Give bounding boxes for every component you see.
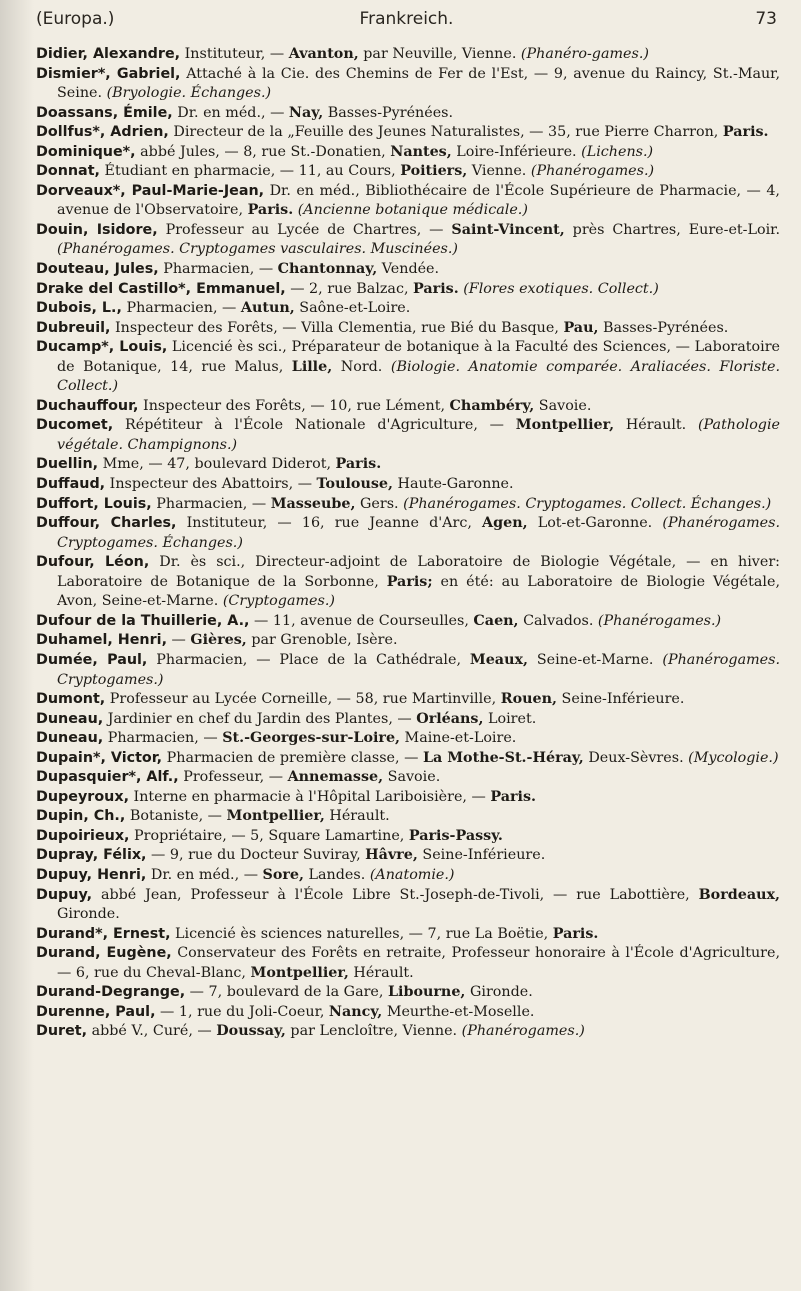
directory-entry [36, 866, 780, 886]
entry-place: Paris. [552, 925, 599, 942]
directory-entry [36, 260, 780, 280]
entry-place: Toulouse, [316, 476, 393, 493]
entry-tags: (Cryptogames.) [222, 593, 335, 610]
header-country: Frankreich. [359, 9, 454, 29]
directory-entry [36, 280, 780, 300]
entry-text: — 7, boulevard de la Gare, [185, 984, 388, 1001]
entry-name: Douteau, Jules, [36, 261, 159, 278]
entry-tags: (Biologie. Anatomie comparée. Araliacées. Floriste. Collect.) [57, 358, 780, 395]
directory-entry [36, 749, 780, 769]
directory-entry [36, 612, 780, 632]
entry-name: Dupuy, [36, 886, 93, 903]
directory-entry [36, 221, 780, 260]
entry-name: Didier, Alexandre, [36, 46, 181, 62]
entry-name: Duffort, Louis, [36, 495, 152, 512]
entry-text: — 9, rue du Docteur Suviray, [146, 847, 366, 864]
entry-name: Durand, Eugène, [36, 945, 172, 962]
entry-text-after: Seine-Inférieure. [417, 847, 546, 864]
entry-place: Paris. [247, 202, 294, 219]
entry-name: Durand-Degrange, [36, 984, 186, 1001]
entry-place: Masseube, [270, 495, 356, 512]
entry-place: Nantes, [390, 143, 452, 160]
entry-text-after: Hérault. [324, 808, 390, 825]
directory-entry [36, 827, 780, 847]
entry-name: Dominique*, [36, 143, 136, 160]
entry-place: Gières, [190, 632, 247, 649]
entry-place: St.-Georges-sur-Loire, [222, 730, 401, 747]
entry-name: Dupuy, Henri, [36, 866, 147, 883]
entry-tags: (Phanérogames. Cryptogames. Collect. Échanges.) [403, 495, 772, 512]
entry-text-after: Savoie. [534, 397, 592, 414]
entry-name: Duneau, [36, 730, 104, 747]
entry-text: Attaché à la Cie. des Chemins de Fer de l'Est, — 9, avenue du Raincy, St.-Maur, Seine. [57, 65, 780, 102]
directory-entry [36, 788, 780, 808]
entry-text-after: Calvados. [518, 612, 594, 629]
entry-text: Pharmacien, — [121, 300, 241, 317]
entry-text-after: Basses-Pyrénées. [323, 104, 454, 121]
directory-entry [36, 846, 780, 866]
entry-text-after: Haute-Garonne. [392, 476, 514, 493]
directory-entry [36, 299, 780, 319]
entry-text-after: Seine-et-Marne. [527, 651, 654, 668]
entry-name: Durenne, Paul, [36, 1003, 156, 1020]
directory-entry [36, 514, 780, 553]
directory-entry [36, 495, 780, 515]
entry-text: Jardinier en chef du Jardin des Plantes, — [103, 710, 417, 727]
entry-text: Instituteur, — [180, 46, 289, 62]
entry-text: Directeur de la „Feuille des Jeunes Naturalistes, — 35, rue Pierre Charron, [168, 124, 723, 141]
entry-place: Rouen, [500, 691, 558, 708]
entry-name: Dufour de la Thuillerie, A., [36, 612, 250, 629]
directory-entry [36, 1022, 780, 1042]
entry-text-after: Hérault. [614, 417, 687, 434]
directory-entry [36, 123, 780, 143]
entry-tags: (Lichens.) [581, 143, 654, 160]
entry-text-after: Gers. [355, 495, 399, 512]
entry-name: Duellin, [36, 456, 99, 473]
entry-place: Montpellier, [250, 964, 349, 981]
entry-tags: (Flores exotiques. Collect.) [463, 280, 659, 297]
entry-place: Sore, [262, 866, 304, 883]
entry-name: Dupain*, Victor, [36, 749, 163, 766]
entry-text-after: Gironde. [465, 984, 533, 1001]
entry-place: Lille, [291, 358, 333, 375]
entry-text-after: Hérault. [348, 964, 414, 981]
entry-place: Montpellier, [515, 417, 615, 434]
entry-tags: (Phanérogames.) [461, 1023, 585, 1040]
directory-entry [36, 45, 780, 65]
directory-entry [36, 983, 780, 1003]
entry-text-after: Maine-et-Loire. [400, 730, 517, 747]
entry-text: Licencié ès sciences naturelles, — 7, rue La Boëtie, [170, 925, 553, 942]
entry-text: abbé Jean, Professeur à l'École Libre St.-Joseph-de-Tivoli, — rue Labottière, [92, 886, 699, 903]
entry-name: Douin, Isidore, [36, 221, 158, 238]
entry-place: Libourne, [387, 984, 466, 1001]
entry-place: Paris; [386, 573, 433, 590]
entry-place: Paris. [413, 280, 459, 297]
page-number: 73 [755, 9, 777, 29]
entry-text-after: par Neuville, Vienne. [358, 46, 517, 62]
entry-tags: (Phanérogames. Cryptogames. Échanges.) [57, 515, 780, 551]
entry-tags: (Ancienne botanique médicale.) [297, 202, 528, 219]
entry-text: Pharmacien de première classe, — [162, 749, 423, 766]
entry-text: — [167, 632, 191, 649]
entry-text-after: près Chartres, Eure-et-Loir. [564, 221, 780, 238]
entry-tags: (Phanérogames. Cryptogames.) [57, 651, 780, 688]
entry-place: Hâvre, [365, 847, 418, 864]
entry-text: Professeur, — [178, 769, 288, 786]
entry-place: Annemasse, [287, 769, 384, 786]
entry-place: Montpellier, [226, 808, 325, 825]
entry-place: Caen, [473, 612, 519, 629]
entry-name: Duhamel, Henri, [36, 632, 167, 649]
directory-entry [36, 631, 780, 651]
entry-text: — 2, rue Balzac, [285, 280, 414, 297]
entry-text: abbé V., Curé, — [87, 1023, 217, 1040]
entry-name: Dupoirieux, [36, 827, 130, 844]
entry-text-after: Meurthe-et-Moselle. [382, 1003, 535, 1020]
entry-place: Saint-Vincent, [451, 221, 565, 238]
entry-name: Ducamp*, Louis, [36, 339, 168, 356]
running-header [36, 9, 777, 35]
entry-text: Étudiant en pharmacie, — 11, au Cours, [99, 163, 401, 180]
entry-text: Dr. en méd., Bibliothécaire de l'École Supérieure de Pharmacie, — 4, avenue de l'Observatoire, [57, 182, 780, 219]
directory-entry [36, 944, 780, 983]
entry-tags: (Anatomie.) [369, 866, 455, 883]
entry-text: Dr. ès sci., Directeur-adjoint de Laboratoire de Biologie Végétale, — en hiver: Laboratoire de Botanique de la Sorbonne, [57, 554, 780, 590]
directory-entry [36, 182, 780, 221]
entry-place: Orléans, [416, 710, 484, 727]
directory-entry [36, 553, 780, 612]
entry-tags: (Phanérogames.) [530, 163, 655, 180]
entry-place: Meaux, [469, 651, 528, 668]
directory-entry [36, 416, 780, 455]
entry-place: Chambéry, [449, 397, 535, 414]
entry-text-after: Loiret. [483, 710, 537, 727]
directory-entry [36, 651, 780, 690]
entry-text: Propriétaire, — 5, Square Lamartine, [129, 827, 409, 844]
directory-entry [36, 690, 780, 710]
entry-name: Duffour, Charles, [36, 515, 177, 532]
entry-text: Professeur au Lycée de Chartres, — [157, 221, 452, 238]
directory-entry [36, 710, 780, 730]
entry-place: La Mothe-St.-Héray, [422, 749, 584, 766]
entry-text-after: Basses-Pyrénées. [598, 319, 729, 336]
entry-name: Dupasquier*, Alf., [36, 769, 179, 786]
entry-text-after: Savoie. [383, 769, 441, 786]
directory-entry [36, 397, 780, 417]
entry-name: Dumont, [36, 691, 106, 708]
entry-text: Botaniste, — [125, 808, 227, 825]
entry-tags: (Pathologie végétale. Champignons.) [57, 417, 780, 453]
directory-entry [36, 768, 780, 788]
directory-entry [36, 65, 780, 104]
directory-entry [36, 475, 780, 495]
entry-text: Professeur au Lycée Corneille, — 58, rue Martinville, [105, 691, 501, 708]
entry-name: Duret, [36, 1023, 88, 1040]
directory-entry [36, 338, 780, 397]
entry-name: Dupray, Félix, [36, 847, 147, 864]
entry-text: Conservateur des Forêts en retraite, Professeur honoraire à l'École d'Agriculture, — 6, rue du Cheval-Blanc, [57, 945, 780, 981]
entry-place: Poitiers, [400, 163, 468, 180]
entry-name: Dismier*, Gabriel, [36, 65, 181, 82]
entry-text: Mme, — 47, boulevard Diderot, [98, 456, 336, 473]
entry-text-after: Lot-et-Garonne. [527, 515, 653, 532]
entry-text-after: Vendée. [377, 261, 440, 278]
entry-place: Paris-Passy. [408, 827, 503, 844]
directory-entry [36, 143, 780, 163]
entry-place: Avanton, [288, 46, 359, 62]
entry-place: Paris. [490, 788, 536, 805]
header-region: (Europa.) [36, 9, 115, 29]
entry-text: Dr. en méd., — [146, 866, 263, 883]
entry-text-after: Landes. [304, 866, 366, 883]
entry-text: Pharmacien, — [158, 261, 278, 278]
entry-text-after: Gironde. [57, 906, 120, 923]
entry-name: Dorveaux*, Paul-Marie-Jean, [36, 182, 265, 199]
entry-place: Nay, [288, 104, 324, 121]
entry-text-after: Saône-et-Loire. [294, 300, 411, 317]
entry-place: Doussay, [216, 1023, 286, 1040]
entry-name: Ducomet, [36, 417, 114, 434]
directory-entry [36, 925, 780, 945]
entry-name: Duchauffour, [36, 397, 139, 414]
entry-name: Dubois, L., [36, 300, 122, 317]
entry-name: Dubreuil, [36, 319, 111, 336]
entry-text: Licencié ès sci., Préparateur de botanique à la Faculté des Sciences, — Laboratoire de Botanique, 14, rue Malus, [57, 339, 781, 375]
entry-place: Paris. [335, 456, 382, 473]
entry-name: Duffaud, [36, 476, 106, 493]
directory-entries [36, 45, 780, 1042]
entry-name: Dupin, Ch., [36, 808, 126, 825]
entry-text: Répétiteur à l'École Nationale d'Agriculture, — [113, 417, 516, 434]
entry-place: Nancy, [328, 1003, 383, 1020]
directory-entry [36, 162, 780, 182]
entry-tags: (Phanérogames.) [597, 612, 722, 629]
entry-text: Inspecteur des Forêts, — Villa Clementia, rue Bié du Basque, [110, 319, 564, 336]
entry-name: Dufour, Léon, [36, 554, 150, 571]
entry-place: Pau, [563, 319, 599, 336]
entry-text: Pharmacien, — Place de la Cathédrale, [147, 651, 470, 668]
entry-text: Inspecteur des Forêts, — 10, rue Lément, [138, 397, 450, 414]
entry-place: Chantonnay, [277, 261, 378, 278]
entry-text: Pharmacien, — [151, 495, 271, 512]
directory-entry [36, 807, 780, 827]
entry-text: abbé Jules, — 8, rue St.-Donatien, [135, 143, 391, 160]
entry-place: Paris. [722, 124, 769, 141]
entry-tags: (Mycologie.) [688, 749, 779, 766]
entry-text-after: Deux-Sèvres. [583, 749, 684, 766]
entry-text: Instituteur, — 16, rue Jeanne d'Arc, [176, 515, 483, 532]
directory-entry [36, 319, 780, 339]
entry-text: Pharmacien, — [103, 730, 223, 747]
entry-text-after: Nord. [332, 358, 383, 375]
entry-place: Agen, [482, 515, 528, 532]
directory-entry [36, 886, 780, 925]
entry-text: Interne en pharmacie à l'Hôpital Lariboisière, — [129, 788, 491, 805]
entry-text-after: Vienne. [467, 163, 527, 180]
entry-text-after: en été: au Laboratoire de Biologie Végétale, Avon, Seine-et-Marne. [57, 573, 780, 610]
entry-text: Dr. en méd., — [172, 104, 289, 121]
directory-entry [36, 729, 780, 749]
entry-text-after: par Lencloître, Vienne. [285, 1023, 458, 1040]
entry-name: Drake del Castillo*, Emmanuel, [36, 280, 286, 297]
entry-name: Durand*, Ernest, [36, 925, 171, 942]
entry-tags: (Bryologie. Échanges.) [106, 85, 272, 102]
entry-name: Dumée, Paul, [36, 651, 148, 668]
entry-name: Duneau, [36, 710, 104, 727]
entry-name: Donnat, [36, 163, 100, 180]
entry-place: Autun, [240, 300, 295, 317]
entry-text-after: Seine-Inférieure. [557, 691, 685, 708]
entry-name: Dupeyroux, [36, 788, 129, 805]
entry-tags: (Phanérogames. Cryptogames vasculaires. Muscinées.) [57, 241, 458, 258]
directory-entry [36, 455, 780, 475]
directory-entry [36, 104, 780, 124]
entry-place: Bordeaux, [698, 886, 780, 903]
entry-text: Inspecteur des Abattoirs, — [105, 476, 317, 493]
entry-text-after: Loire-Inférieure. [451, 143, 577, 160]
entry-text: — 11, avenue de Courseulles, [249, 612, 474, 629]
entry-text: — 1, rue du Joli-Coeur, [155, 1003, 329, 1020]
entry-text-after: par Grenoble, Isère. [246, 632, 398, 649]
directory-entry [36, 1003, 780, 1023]
entry-name: Dollfus*, Adrien, [36, 124, 169, 141]
entry-name: Doassans, Émile, [36, 104, 173, 121]
entry-tags: (Phanéro-games.) [520, 46, 649, 62]
